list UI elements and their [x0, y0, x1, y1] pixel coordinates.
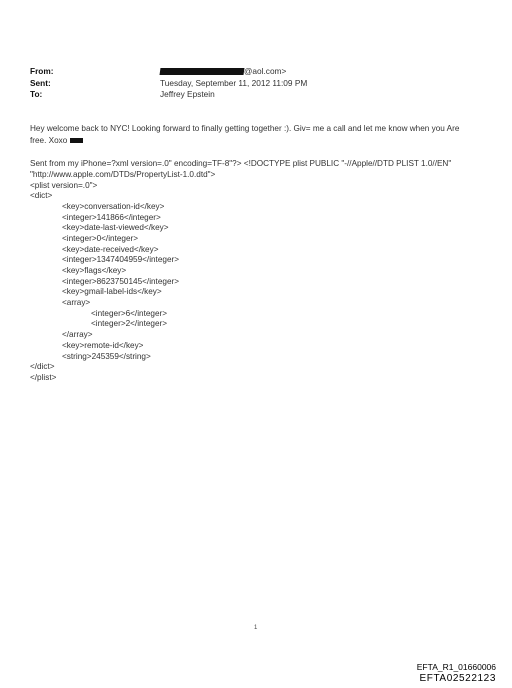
plist-line: <dict>: [30, 191, 53, 201]
to-row: [30, 89, 307, 101]
redaction-block: [70, 138, 83, 143]
plist-line: <integer>8623750145</integer>: [62, 276, 180, 286]
plist-line: </plist>: [30, 372, 57, 382]
plist-line: <plist version=.0">: [30, 180, 98, 190]
plist-line: <integer>141866</integer>: [62, 212, 161, 222]
email-body: [30, 123, 485, 384]
plist-line: <key>date-received</key>: [62, 244, 159, 254]
from-value: [160, 66, 286, 78]
document-id: EFTA_R1_01660006: [416, 662, 496, 672]
plist-line: <key>gmail-label-ids</key>: [62, 287, 162, 297]
message-line-2-text: free. Xoxo: [30, 135, 70, 145]
sent-value: Tuesday, September 11, 2012 11:09 PM: [160, 77, 308, 88]
plist-line: <integer>2</integer>: [91, 319, 168, 329]
sent-row: [30, 78, 307, 90]
plist-line: <integer>1347404959</integer>: [62, 255, 180, 265]
page-number: 1: [254, 625, 258, 631]
plist-line: <integer>0</integer>: [62, 233, 139, 243]
from-label: From:: [30, 66, 54, 76]
plist-line: </dict>: [30, 362, 55, 372]
plist-block: [30, 181, 485, 384]
from-row: [30, 66, 307, 78]
sent-label: Sent:: [30, 77, 51, 88]
plist-line: <key>flags</key>: [62, 266, 127, 275]
sent-from-line: Sent from my iPhone=?xml version=.0" encoding=TF-8"?> <!DOCTYPE plist PUBLIC "-//Apple//DTD PLIST 1.0//EN": [30, 158, 452, 168]
plist-line: <key>remote-id</key>: [62, 340, 144, 350]
spacer: [30, 146, 485, 158]
bates-number: EFTA02522123: [419, 673, 496, 684]
message-line-1: Hey welcome back to NYC! Looking forward to finally getting together :). Giv= me a call and let me know when you Are: [30, 124, 460, 133]
plist-line: <integer>6</integer>: [91, 308, 168, 318]
plist-line: <string>245359</string>: [62, 351, 151, 361]
redaction-block: [160, 68, 245, 75]
plist-line: <key>conversation-id</key>: [62, 201, 165, 211]
plist-line: <key>date-last-viewed</key>: [62, 223, 169, 233]
message-line-2: [30, 135, 485, 147]
plist-line: <array>: [62, 298, 91, 308]
from-email-suffix: @aol.com>: [244, 66, 287, 76]
email-header: [30, 66, 307, 101]
to-value: Jeffrey Epstein: [160, 89, 215, 99]
plist-line: </array>: [62, 330, 93, 340]
to-label: To:: [30, 89, 43, 99]
dtd-line: "http://www.apple.com/DTDs/PropertyList-1.0.dtd">: [30, 170, 216, 179]
